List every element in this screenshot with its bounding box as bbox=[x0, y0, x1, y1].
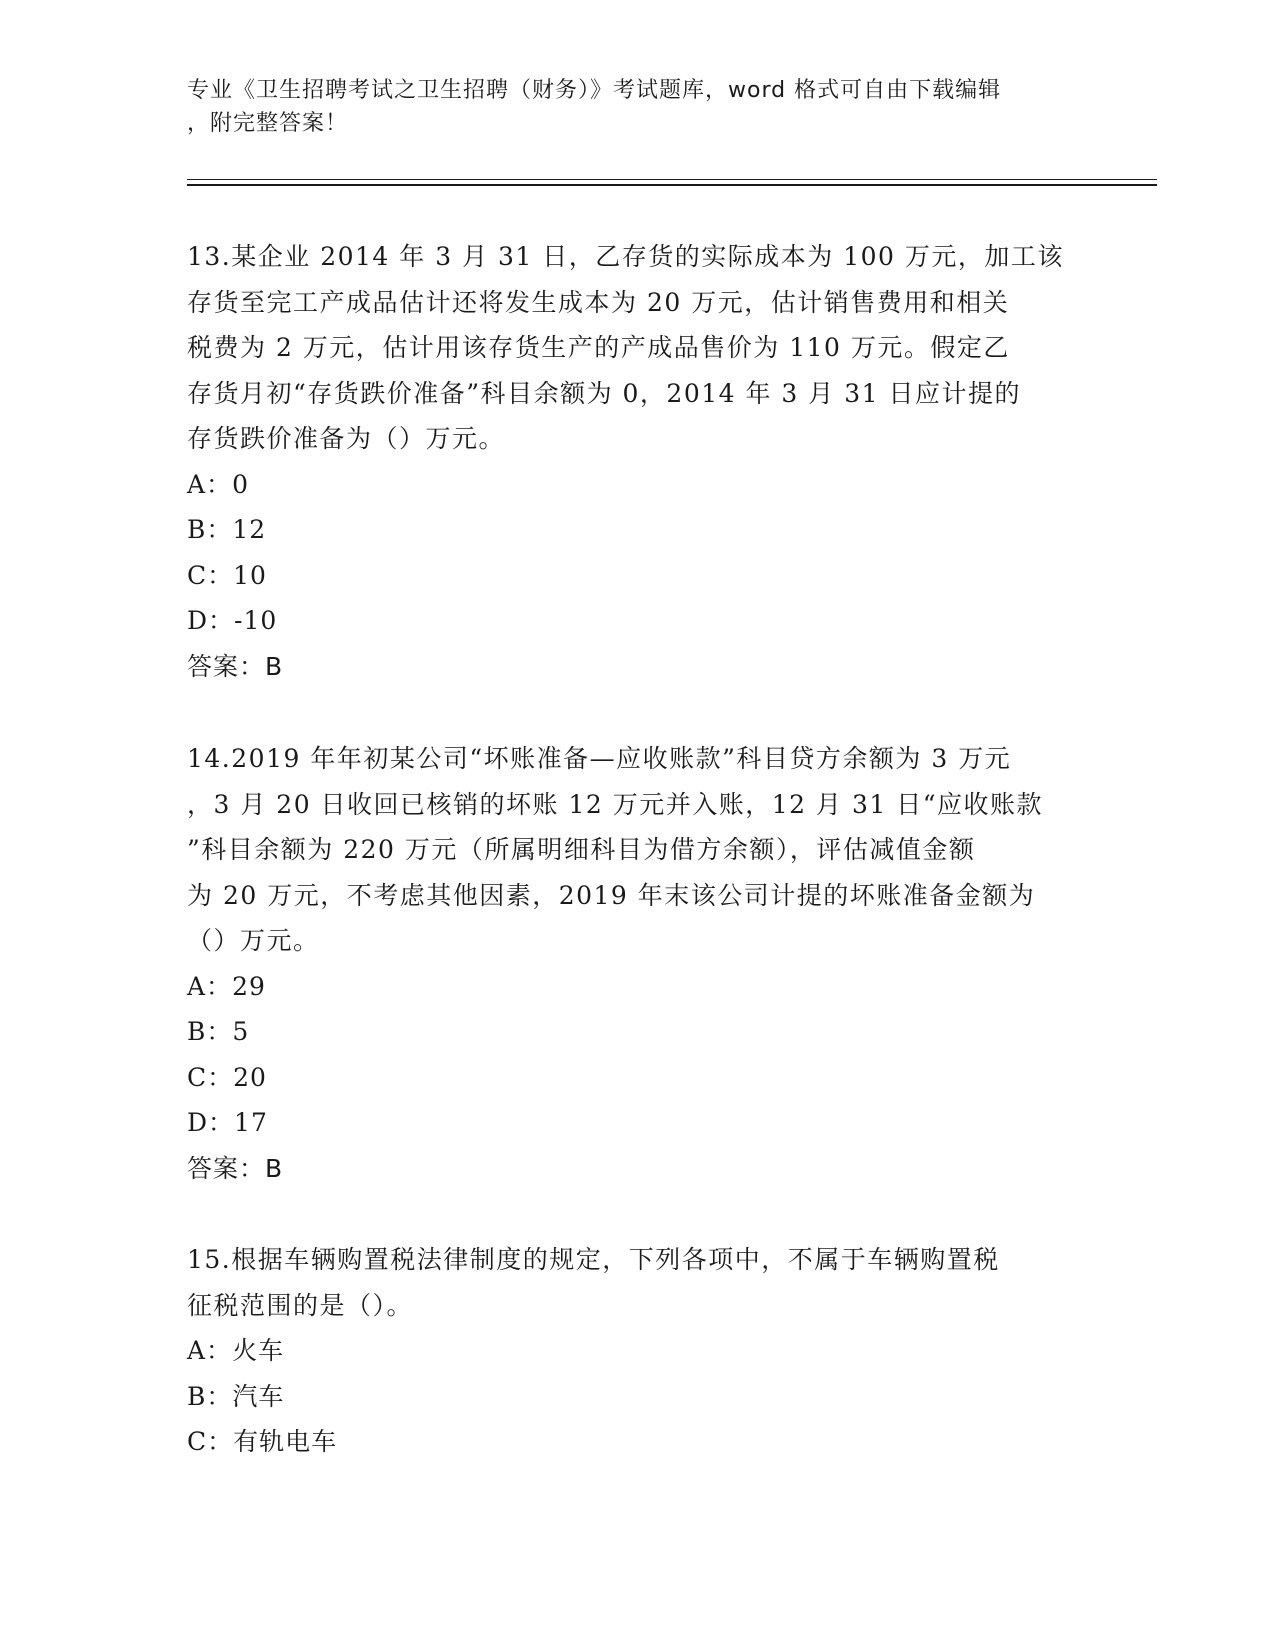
option-key: A： bbox=[187, 469, 233, 499]
stem-line: 税费为 2 万元，估计用该存货生产的产成品售价为 110 万元。假定乙 bbox=[187, 333, 1010, 362]
option-b bbox=[187, 507, 1087, 553]
option-text: 17 bbox=[234, 1108, 268, 1137]
option-text: 火车 bbox=[232, 1336, 285, 1365]
option-key: B： bbox=[187, 515, 233, 544]
stem-line: 14.2019 年年初某公司“坏账准备—应收账款”科目贷方余额为 3 万元 bbox=[187, 744, 1012, 773]
stem-line: 征税范围的是（）。 bbox=[187, 1290, 414, 1320]
document-header bbox=[187, 74, 1087, 140]
option-key: A： bbox=[187, 971, 233, 1001]
stem-line: 为 20 万元，不考虑其他因素，2019 年末该公司计提的坏账准备金额为 bbox=[187, 880, 1036, 910]
option-d bbox=[187, 1100, 1087, 1146]
option-key: D： bbox=[187, 1108, 235, 1137]
option-b bbox=[187, 1009, 1087, 1055]
option-text: 0 bbox=[232, 469, 249, 499]
option-text: 5 bbox=[232, 1017, 250, 1046]
option-key: C： bbox=[187, 560, 234, 590]
option-a bbox=[187, 1328, 1087, 1374]
stem-line: 存货月初“存货跌价准备”科目余额为 0，2014 年 3 月 31 日应计提的 bbox=[187, 378, 1021, 408]
header-divider-thick bbox=[187, 184, 1157, 186]
option-a bbox=[187, 462, 1087, 508]
option-key: A： bbox=[187, 1336, 233, 1365]
option-key: D： bbox=[187, 606, 235, 635]
question-stem bbox=[187, 234, 1087, 462]
option-key: C： bbox=[187, 1427, 234, 1456]
question-stem bbox=[187, 1237, 1087, 1328]
option-text: 有轨电车 bbox=[233, 1427, 338, 1456]
option-key: B： bbox=[187, 1381, 233, 1411]
option-c bbox=[187, 1055, 1087, 1101]
stem-line: （）万元。 bbox=[187, 926, 320, 955]
stem-line: ”科目余额为 220 万元（所属明细科目为借方余额），评估减值金额 bbox=[187, 835, 976, 864]
option-c bbox=[187, 1419, 1087, 1465]
stem-line: ，3 月 20 日收回已核销的坏账 12 万元并入账，12 月 31 日“应收账款 bbox=[187, 789, 1044, 819]
answer-label: 答案：B bbox=[187, 651, 284, 681]
answer-label: 答案：B bbox=[187, 1153, 284, 1183]
question-13 bbox=[187, 234, 1087, 689]
question-stem bbox=[187, 736, 1087, 964]
stem-line: 13.某企业 2014 年 3 月 31 日，乙存货的实际成本为 100 万元，加工该 bbox=[187, 242, 1064, 271]
option-a bbox=[187, 964, 1087, 1010]
header-line-1: 专业《卫生招聘考试之卫生招聘（财务）》考试题库，word 格式可自由下载编辑 bbox=[187, 78, 1002, 103]
option-key: C： bbox=[187, 1062, 234, 1092]
option-text: -10 bbox=[234, 606, 278, 635]
option-c bbox=[187, 553, 1087, 599]
stem-line: 存货跌价准备为（）万元。 bbox=[187, 424, 506, 453]
option-b bbox=[187, 1374, 1087, 1420]
question-15 bbox=[187, 1237, 1087, 1465]
option-text: 汽车 bbox=[232, 1381, 285, 1411]
option-key: B： bbox=[187, 1017, 233, 1046]
option-text: 10 bbox=[233, 560, 267, 590]
stem-line: 存货至完工产成品估计还将发生成本为 20 万元，估计销售费用和相关 bbox=[187, 287, 1010, 317]
option-text: 20 bbox=[233, 1062, 267, 1092]
question-14 bbox=[187, 736, 1087, 1191]
stem-line: 15.根据车辆购置税法律制度的规定，下列各项中，不属于车辆购置税 bbox=[187, 1245, 1000, 1274]
option-text: 29 bbox=[232, 971, 266, 1001]
option-d bbox=[187, 598, 1087, 644]
header-divider-thin bbox=[187, 179, 1157, 180]
option-text: 12 bbox=[232, 515, 267, 544]
header-line-2: ，附完整答案！ bbox=[187, 111, 349, 136]
